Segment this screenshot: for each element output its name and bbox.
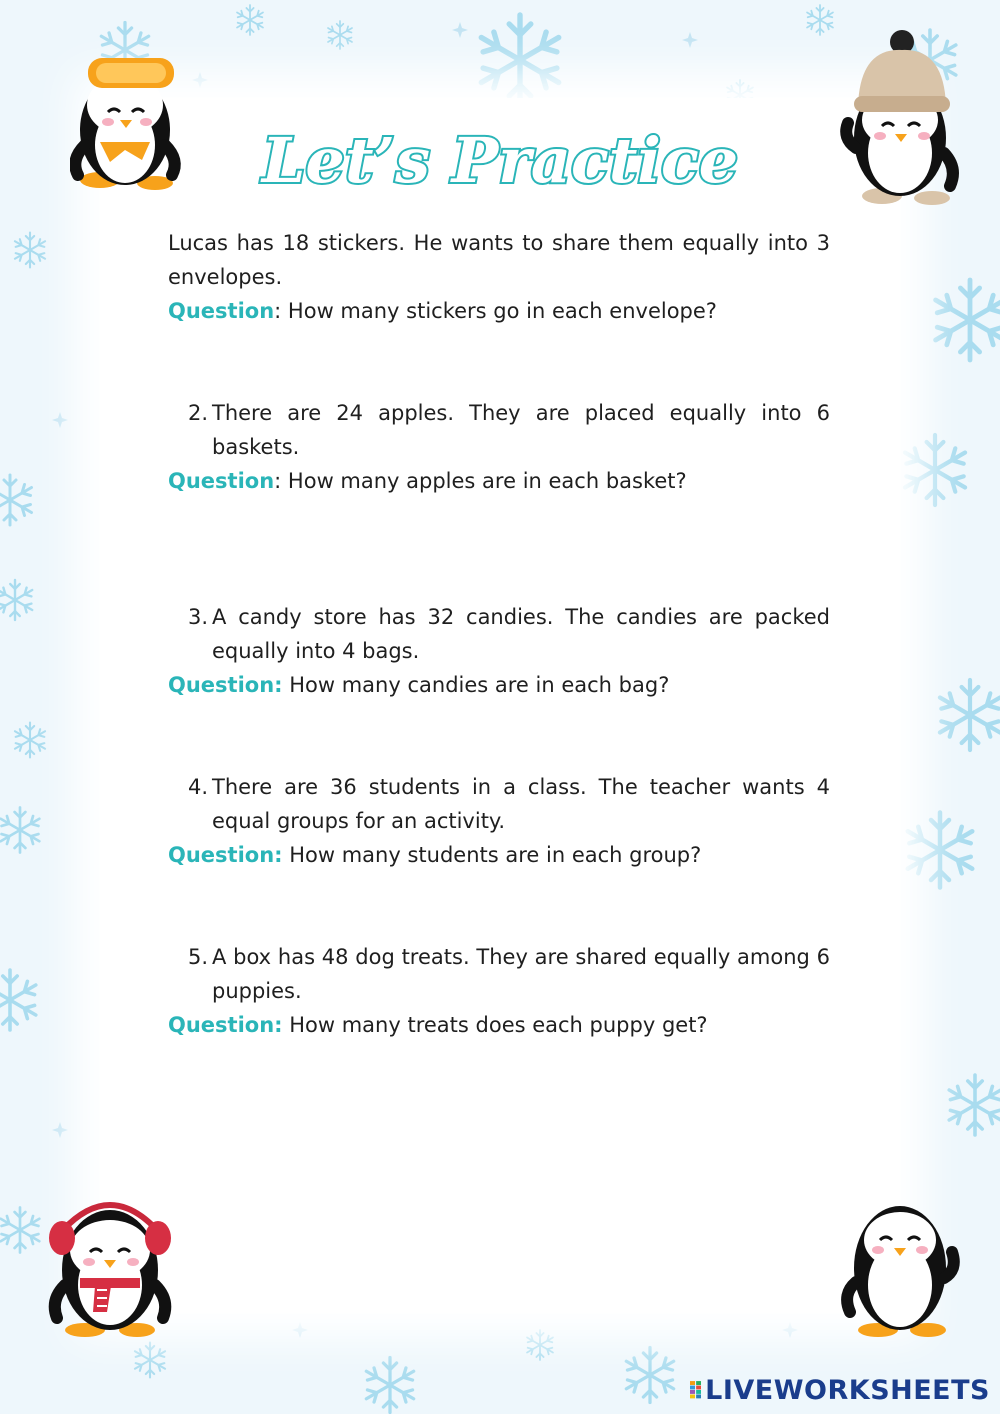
question-line bbox=[168, 1008, 830, 1042]
page-title bbox=[230, 110, 770, 210]
problem-list bbox=[168, 226, 830, 1042]
question-text: How many students are in each group? bbox=[282, 843, 702, 867]
question-label: Question: bbox=[168, 1013, 283, 1037]
question-text: How many stickers go in each envelope? bbox=[281, 299, 717, 323]
question-line bbox=[168, 464, 830, 498]
question-separator: : bbox=[274, 299, 282, 323]
problem-number: 3. bbox=[188, 605, 209, 629]
problem-text: 5. A box has 48 dog treats. They are shared equally among 6 puppies. bbox=[168, 940, 830, 1008]
question-label: Question bbox=[168, 469, 275, 493]
question-line bbox=[168, 294, 830, 328]
penguin-beanie-icon bbox=[840, 28, 960, 206]
question-label: Question bbox=[168, 299, 275, 323]
problem-number: 5. bbox=[188, 945, 209, 969]
question-separator: : bbox=[274, 469, 282, 493]
problem-5 bbox=[168, 940, 830, 1042]
problem-2 bbox=[168, 396, 830, 498]
problem-text: 3. A candy store has 32 candies. The candies are packed equally into 4 bags. bbox=[168, 600, 830, 668]
penguin-earmuffs-icon bbox=[45, 1190, 175, 1340]
question-label: Question: bbox=[168, 843, 283, 867]
question-text: How many treats does each puppy get? bbox=[282, 1013, 708, 1037]
problem-text: 2. There are 24 apples. They are placed equally into 6 baskets. bbox=[168, 396, 830, 464]
question-line bbox=[168, 668, 830, 702]
problem-number: 4. bbox=[188, 775, 209, 799]
penguin-waving-icon bbox=[840, 1190, 960, 1340]
penguin-goggles-icon bbox=[70, 50, 190, 200]
question-text: How many apples are in each basket? bbox=[281, 469, 687, 493]
question-label: Question: bbox=[168, 673, 283, 697]
title-text: Let’s Practice bbox=[261, 124, 739, 197]
brand-name: LIVEWORKSHEETS bbox=[705, 1374, 990, 1406]
question-line bbox=[168, 838, 830, 872]
problem-number: 2. bbox=[188, 401, 209, 425]
liveworksheets-logo-icon bbox=[690, 1374, 701, 1406]
problem-4 bbox=[168, 770, 830, 872]
question-text: How many candies are in each bag? bbox=[282, 673, 670, 697]
liveworksheets-logo bbox=[690, 1371, 990, 1409]
problem-1 bbox=[168, 226, 830, 328]
problem-3 bbox=[168, 600, 830, 702]
problem-text: 4. There are 36 students in a class. The teacher wants 4 equal groups for an activity. bbox=[168, 770, 830, 838]
problem-text: Lucas has 18 stickers. He wants to share them equally into 3 envelopes. bbox=[168, 231, 830, 289]
